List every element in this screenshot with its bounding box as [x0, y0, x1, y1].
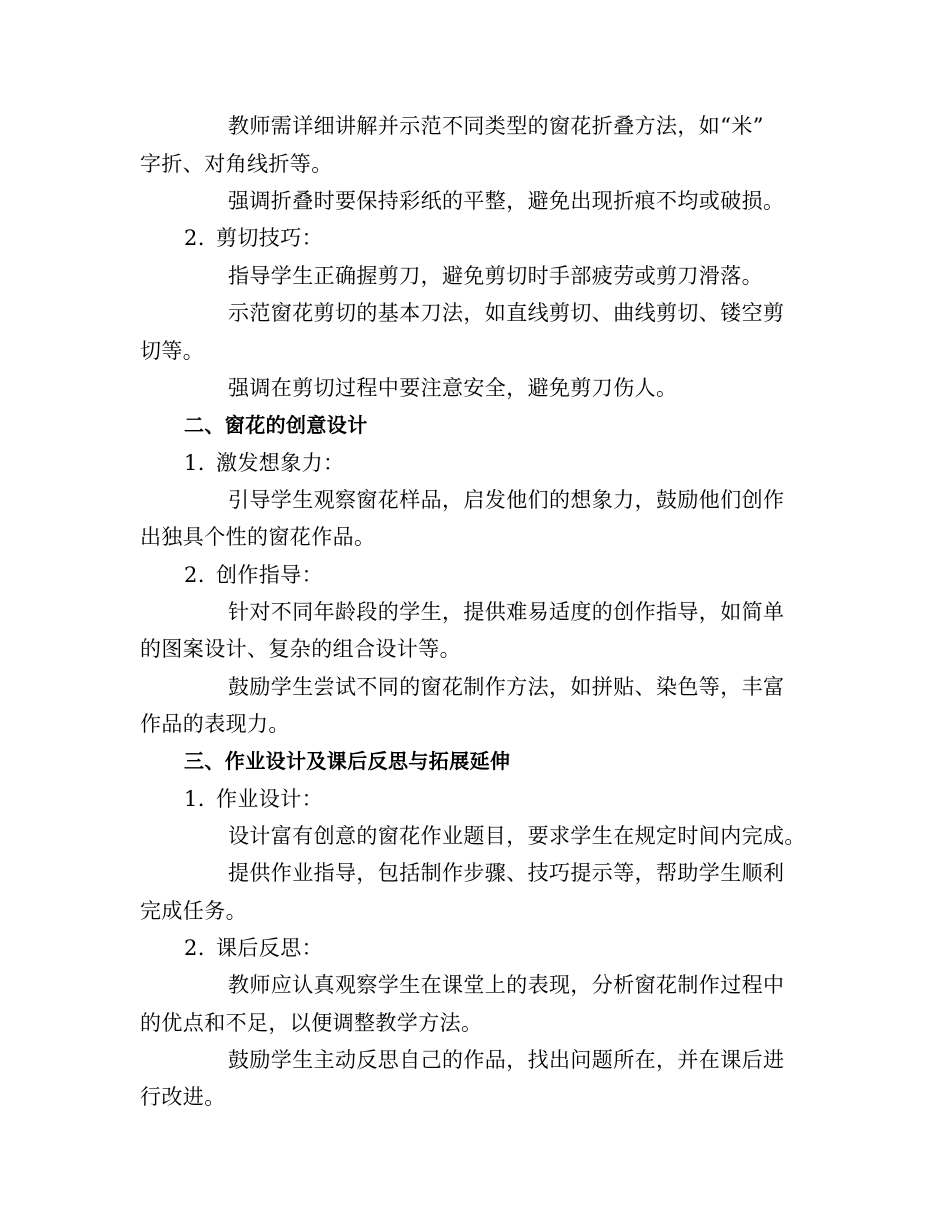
paragraph-line: 行改进。 — [140, 1085, 226, 1109]
list-item-title: 激发想象力： — [216, 451, 345, 475]
paragraph-line: 示范窗花剪切的基本刀法，如直线剪切、曲线剪切、镂空剪 — [228, 301, 785, 325]
paragraph-line: 教师需详细讲解并示范不同类型的窗花折叠方法，如“米” — [228, 114, 764, 138]
paragraph-line: 出独具个性的窗花作品。 — [140, 525, 376, 549]
paragraph-line: 强调折叠时要保持彩纸的平整，避免出现折痕不均或破损。 — [228, 189, 785, 213]
section-heading: 二、窗花的创意设计 — [184, 413, 368, 437]
paragraph-line: 字折、对角线折等。 — [140, 152, 333, 176]
list-item-heading — [184, 557, 323, 594]
list-item-title: 创作指导： — [216, 563, 323, 587]
list-item-heading — [184, 930, 323, 967]
paragraph-line: 引导学生观察窗花样品，启发他们的想象力，鼓励他们创作 — [228, 488, 785, 512]
paragraph-line: 切等。 — [140, 339, 205, 363]
paragraph-line: 作品的表现力。 — [140, 712, 290, 736]
section-heading: 三、作业设计及课后反思与拓展延伸 — [184, 749, 511, 773]
list-item-number: 1. — [184, 787, 205, 811]
paragraph-line: 的优点和不足，以便调整教学方法。 — [140, 1011, 483, 1035]
paragraph-line: 设计富有创意的窗花作业题目，要求学生在规定时间内完成。 — [228, 824, 806, 848]
paragraph-line: 针对不同年龄段的学生，提供难易适度的创作指导，如简单 — [228, 600, 785, 624]
paragraph-line: 鼓励学生尝试不同的窗花制作方法，如拼贴、染色等，丰富 — [228, 675, 785, 699]
list-item-title: 作业设计： — [216, 787, 323, 811]
paragraph-line: 指导学生正确握剪刀，避免剪切时手部疲劳或剪刀滑落。 — [228, 264, 763, 288]
paragraph-line: 完成任务。 — [140, 899, 247, 923]
list-item-number: 2. — [184, 563, 205, 587]
paragraph-line: 教师应认真观察学生在课堂上的表现，分析窗花制作过程中 — [228, 973, 785, 997]
list-item-number: 2. — [184, 226, 205, 250]
list-item-heading — [184, 781, 323, 818]
list-item-number: 1. — [184, 451, 205, 475]
paragraph-line: 鼓励学生主动反思自己的作品，找出问题所在，并在课后进 — [228, 1048, 785, 1072]
paragraph-line: 强调在剪切过程中要注意安全，避免剪刀伤人。 — [228, 376, 678, 400]
list-item-heading — [184, 445, 344, 482]
paragraph-line: 的图案设计、复杂的组合设计等。 — [140, 637, 461, 661]
paragraph-line: 提供作业指导，包括制作步骤、技巧提示等，帮助学生顺利 — [228, 861, 785, 885]
list-item-title: 课后反思： — [216, 936, 323, 960]
list-item-number: 2. — [184, 936, 205, 960]
list-item-title: 剪切技巧： — [216, 226, 323, 250]
list-item-heading — [184, 220, 323, 257]
